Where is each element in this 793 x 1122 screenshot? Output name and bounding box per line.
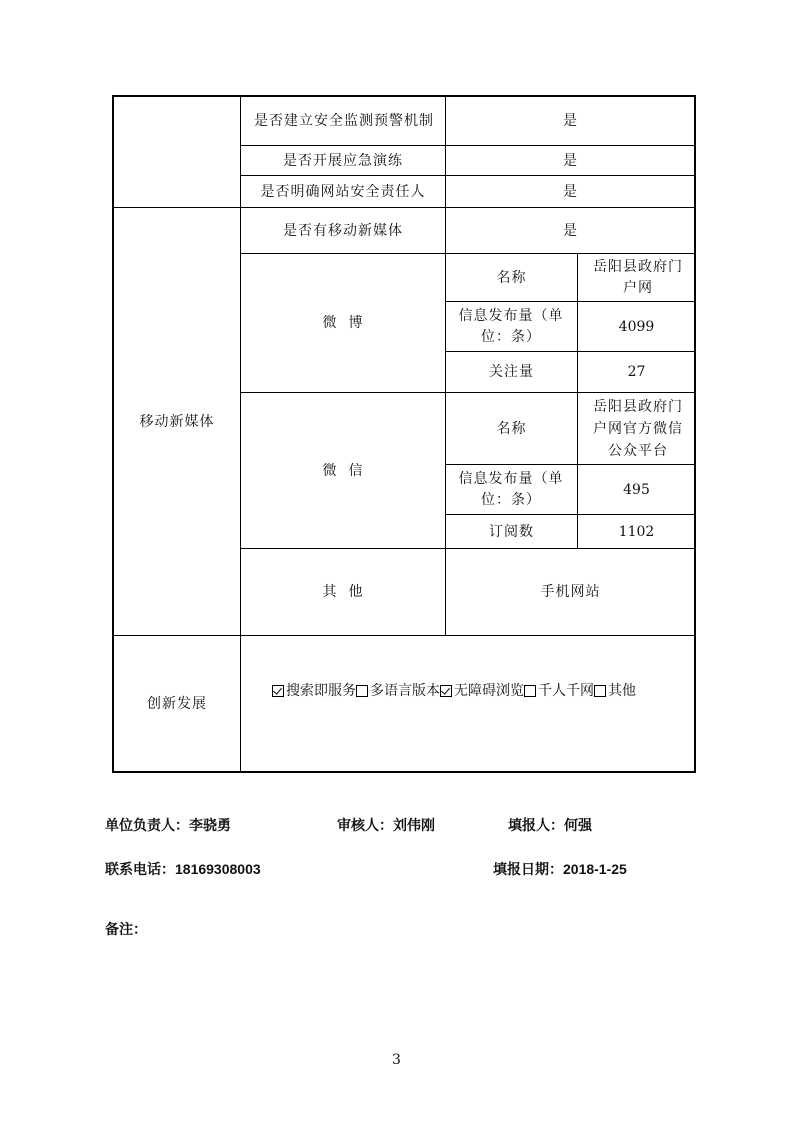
option-label: 搜索即服务 (286, 683, 356, 699)
option-other[interactable] (594, 680, 636, 702)
weibo-followers-label: 关注量 (489, 364, 534, 380)
option-accessibility[interactable] (440, 680, 524, 702)
checkbox-unchecked-icon[interactable] (594, 685, 606, 697)
section-mobile-media: 移动新媒体 (139, 413, 215, 430)
wechat-name-label: 名称 (496, 420, 527, 437)
remarks: 备注： (105, 921, 147, 937)
weibo-posts-label: 信息发布量（单位：条） (458, 307, 564, 345)
fill-date: 填报日期：2018-1-25 (493, 861, 627, 877)
option-personalized[interactable] (524, 680, 594, 702)
checkbox-unchecked-icon[interactable] (524, 685, 536, 697)
label-emergency-drill: 是否开展应急演练 (283, 152, 403, 169)
label-wechat: 微 信 (322, 462, 364, 479)
weibo-followers-value: 27 (627, 364, 646, 380)
label-security-officer: 是否明确网站安全责任人 (260, 183, 426, 200)
value-emergency-drill: 是 (563, 152, 578, 169)
option-label: 千人千网 (538, 683, 594, 699)
value-security-officer: 是 (563, 183, 578, 200)
weibo-name-label: 名称 (496, 269, 527, 286)
reviewer: 审核人：刘伟刚 (337, 817, 435, 833)
unit-head: 单位负责人：李骁勇 (105, 817, 231, 833)
option-multilingual[interactable] (356, 680, 440, 702)
checkbox-unchecked-icon[interactable] (356, 685, 368, 697)
label-weibo: 微 博 (322, 315, 364, 331)
weibo-name-value: 岳阳县政府门户网 (593, 258, 683, 296)
filler: 填报人：何强 (508, 817, 592, 833)
option-label: 无障碍浏览 (454, 683, 524, 699)
option-search-as-service[interactable] (272, 680, 356, 702)
value-has-mobile: 是 (563, 222, 578, 239)
option-label: 多语言版本 (370, 683, 440, 699)
contact-phone: 联系电话：18169308003 (105, 861, 261, 877)
weibo-posts-value: 4099 (618, 318, 655, 335)
section-innovation: 创新发展 (147, 695, 207, 712)
label-other: 其 他 (322, 584, 364, 600)
checkbox-checked-icon[interactable] (440, 685, 452, 697)
label-monitoring-warning: 是否建立安全监测预警机制 (254, 112, 434, 129)
table-border-bottom (112, 771, 696, 773)
wechat-subscribers-value: 1102 (618, 523, 655, 540)
wechat-name-value: 岳阳县政府门户网官方微信公众平台 (593, 398, 683, 459)
label-has-mobile: 是否有移动新媒体 (283, 222, 403, 239)
wechat-subscribers-label: 订阅数 (489, 523, 534, 540)
wechat-posts-value: 495 (623, 481, 650, 498)
value-monitoring-warning: 是 (563, 113, 578, 129)
checkbox-checked-icon[interactable] (272, 685, 284, 697)
wechat-posts-label: 信息发布量（单位：条） (458, 470, 564, 508)
innovation-options (272, 680, 636, 702)
option-label: 其他 (608, 683, 636, 699)
value-other: 手机网站 (540, 584, 601, 600)
page-number: 3 (392, 1052, 401, 1068)
